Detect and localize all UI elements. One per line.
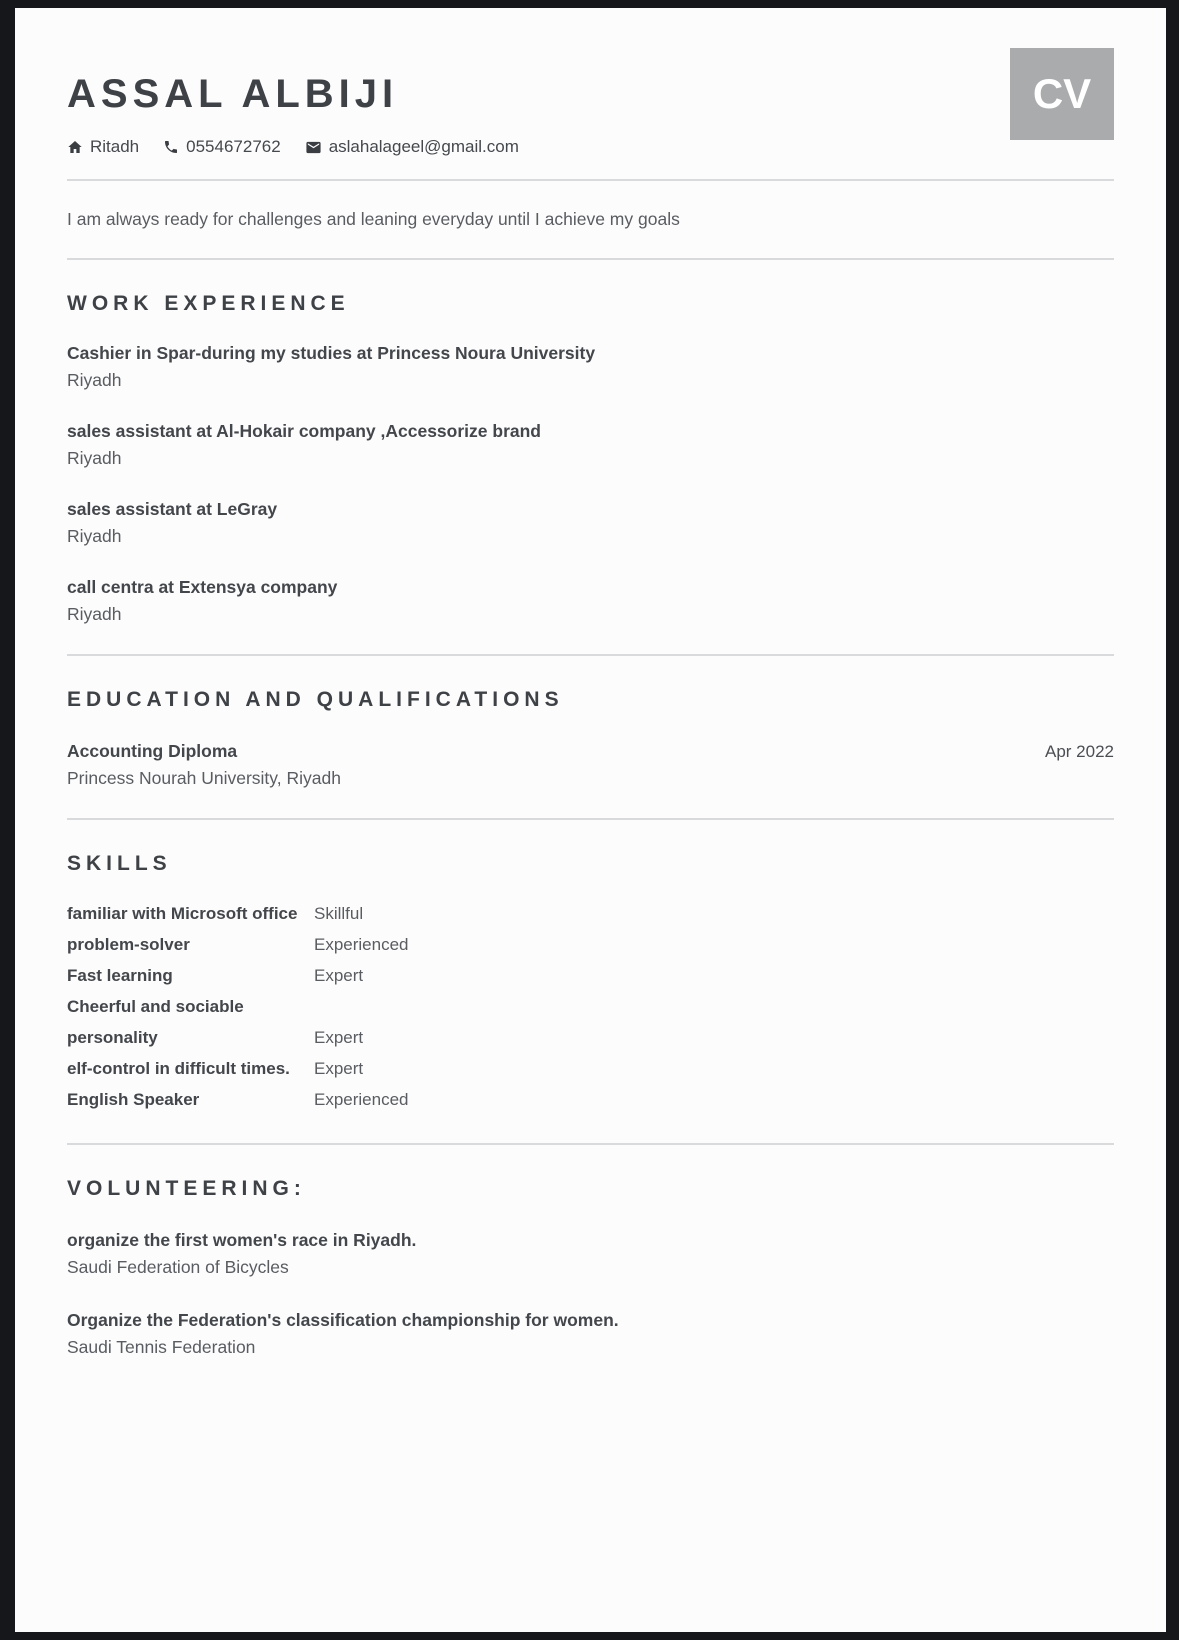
work-entry-title: call centra at Extensya company (67, 577, 338, 597)
contact-location-text: Ritadh (90, 137, 140, 156)
work-entry-title: sales assistant at Al-Hokair company ,Accessorize brand (67, 421, 541, 441)
divider (67, 1143, 1114, 1145)
mail-icon (305, 139, 322, 156)
divider (67, 179, 1114, 181)
skill-name: problem-solver (67, 935, 190, 954)
section-title-skills: SKILLS (67, 852, 172, 875)
work-entry-location: Riyadh (67, 448, 122, 468)
home-icon (67, 139, 83, 155)
section-title-volunteering: VOLUNTEERING: (67, 1177, 306, 1200)
cv-badge: CV (1010, 48, 1114, 140)
skill-row (67, 1053, 1114, 1084)
education-degree-row (67, 738, 1114, 765)
work-entry-title: sales assistant at LeGray (67, 499, 278, 519)
work-entry-location: Riyadh (67, 604, 122, 624)
work-entry-title: Cashier in Spar-during my studies at Princess Noura University (67, 343, 596, 363)
skill-row (67, 929, 1114, 960)
work-entry-location: Riyadh (67, 370, 122, 390)
skill-row (67, 991, 1114, 1053)
skill-level: Expert (314, 1059, 364, 1078)
volunteering-org: Saudi Tennis Federation (67, 1337, 256, 1357)
cv-page (15, 8, 1166, 1632)
contact-phone-text: 0554672762 (186, 137, 281, 156)
work-entry (67, 574, 1114, 628)
education-entry (67, 738, 1114, 792)
skill-level: Experienced (314, 935, 409, 954)
cv-header (67, 8, 1114, 157)
skill-name: Cheerful and sociable personality (67, 997, 244, 1047)
volunteering-title: Organize the Federation's classification championship for women. (67, 1310, 619, 1330)
skill-row (67, 1084, 1114, 1115)
skills-table (67, 898, 1114, 1115)
volunteering-entry (67, 1307, 1114, 1361)
candidate-name: ASSAL ALBIJI (67, 72, 399, 116)
divider (67, 654, 1114, 656)
education-date: Apr 2022 (1045, 742, 1114, 761)
section-title-education: EDUCATION AND QUALIFICATIONS (67, 688, 564, 711)
volunteering-org: Saudi Federation of Bicycles (67, 1257, 289, 1277)
skill-level: Expert (314, 1028, 364, 1047)
contact-email-text: aslahalageel@gmail.com (328, 137, 519, 156)
divider (67, 258, 1114, 260)
section-title-work: WORK EXPERIENCE (67, 292, 350, 315)
skill-name: elf-control in difficult times. (67, 1059, 290, 1078)
volunteering-title: organize the first women's race in Riyadh. (67, 1230, 417, 1250)
contact-email (305, 137, 519, 157)
volunteering-entry (67, 1227, 1114, 1281)
education-school: Princess Nourah University, Riyadh (67, 768, 341, 788)
education-degree: Accounting Diploma (67, 741, 238, 761)
skill-name: familiar with Microsoft office (67, 904, 298, 923)
skill-row (67, 898, 1114, 929)
skill-level: Experienced (314, 1090, 409, 1109)
skill-row (67, 960, 1114, 991)
summary-text: I am always ready for challenges and leaning everyday until I achieve my goals (67, 209, 680, 229)
contact-location (67, 137, 139, 157)
work-entry (67, 418, 1114, 472)
work-entry (67, 340, 1114, 394)
work-entry (67, 496, 1114, 550)
contact-row (67, 137, 519, 157)
skill-level: Expert (314, 966, 364, 985)
divider (67, 818, 1114, 820)
skill-name: Fast learning (67, 966, 173, 985)
skill-name: English Speaker (67, 1090, 200, 1109)
phone-icon (163, 139, 179, 155)
work-entry-location: Riyadh (67, 526, 122, 546)
header-left (67, 48, 519, 157)
skill-level: Skillful (314, 904, 364, 923)
cv-content (15, 8, 1166, 1361)
contact-phone (163, 137, 281, 157)
